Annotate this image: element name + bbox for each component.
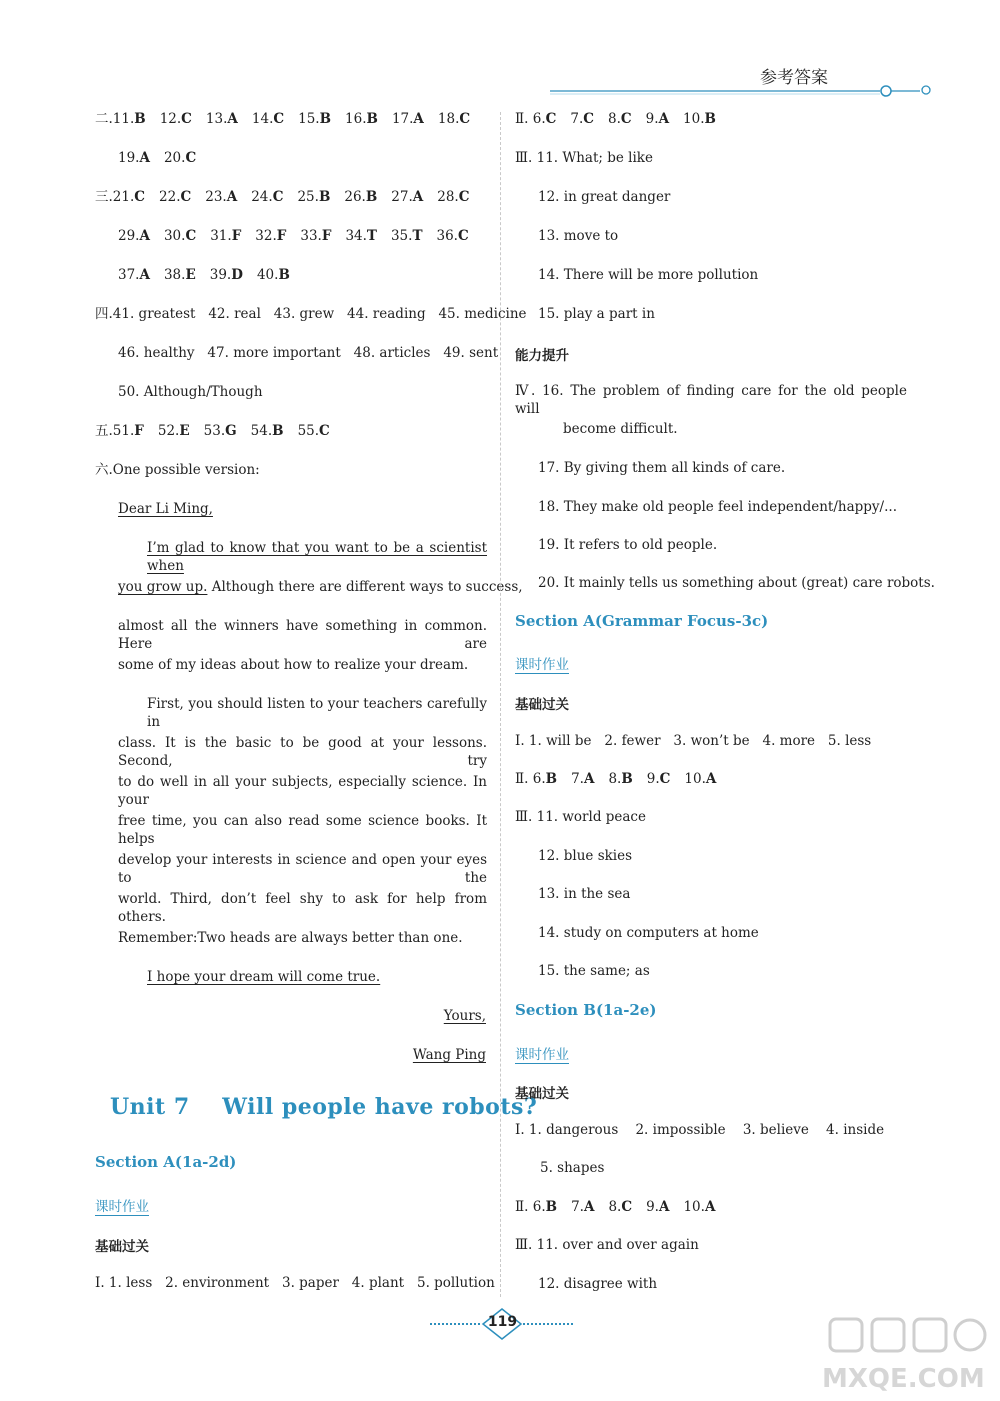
answer-row: 12. blue skies bbox=[538, 848, 633, 864]
letter-line: First, you should listen to your teachers carefully in bbox=[147, 696, 487, 730]
answer-letter: A bbox=[658, 1199, 670, 1215]
answer-letter: B bbox=[704, 111, 716, 127]
homework-label: 课时作业 bbox=[515, 1047, 569, 1063]
answer-row: become difficult. bbox=[563, 421, 678, 437]
question-number: 20. bbox=[163, 150, 186, 166]
answer-letter: C bbox=[659, 771, 671, 787]
section-title: Section A(1a-2d) bbox=[95, 1153, 237, 1171]
page-number: 119 bbox=[487, 1314, 518, 1330]
letter-line: almost all the winners have something in common. Here are bbox=[118, 618, 487, 652]
answer-letter: C bbox=[621, 1199, 633, 1215]
letter-line: world. Third, don’t feel shy to ask for help from others. bbox=[118, 891, 487, 925]
question-number: 33. bbox=[300, 228, 322, 244]
question-number: 37. bbox=[118, 267, 140, 283]
letter-line: develop your interests in science and open your eyes to the bbox=[118, 852, 487, 886]
question-number: 16. bbox=[345, 111, 367, 127]
header-title: 参考答案 bbox=[760, 68, 828, 88]
letter-salutation: Dear Li Ming, bbox=[118, 501, 213, 517]
answer-row-5 bbox=[118, 266, 304, 284]
answer-letter: B bbox=[272, 423, 284, 439]
question-number: 10. bbox=[684, 771, 706, 787]
letter-line bbox=[118, 578, 523, 596]
question-number: 9. bbox=[646, 771, 660, 787]
section-title: Section B(1a-2e) bbox=[515, 1001, 657, 1019]
basic-label: 基础过关 bbox=[95, 1239, 149, 1255]
answer-letter: A bbox=[412, 189, 424, 205]
question-number: 26. bbox=[344, 189, 366, 205]
answer-row-9 bbox=[95, 422, 344, 440]
question-number: 10. bbox=[683, 1199, 705, 1215]
homework-label: 课时作业 bbox=[95, 1199, 149, 1215]
answer-row bbox=[515, 1198, 729, 1216]
answer-row: 15. play a part in bbox=[538, 306, 655, 322]
letter-line: I’m glad to know that you want to be a scientist when bbox=[147, 540, 487, 574]
question-number: 三.21. bbox=[95, 189, 135, 205]
answer-row: 19. It refers to old people. bbox=[538, 537, 718, 553]
answer-letter: B bbox=[545, 1199, 558, 1215]
question-number: 30. bbox=[163, 228, 186, 244]
answer-letter: B bbox=[365, 189, 378, 205]
answer-row: 18. They make old people feel independent/happy/... bbox=[538, 499, 897, 515]
question-number: 31. bbox=[210, 228, 232, 244]
answer-row: Ⅰ. 1. less 2. environment 3. paper 4. plant 5. pollution bbox=[95, 1275, 495, 1291]
answer-row: 13. move to bbox=[538, 228, 619, 244]
answer-letter: B bbox=[545, 771, 558, 787]
answer-row: 12. in great danger bbox=[538, 189, 671, 205]
unit-title: Unit 7 Will people have robots? bbox=[110, 1094, 538, 1120]
letter-line: free time, you can also read some science books. It helps bbox=[118, 813, 487, 847]
answer-letter: G bbox=[225, 423, 237, 439]
question-number: Ⅱ. 6. bbox=[515, 111, 546, 127]
homework-label: 课时作业 bbox=[515, 657, 569, 673]
answer-letter: C bbox=[185, 228, 197, 244]
answer-letter: E bbox=[179, 423, 190, 439]
question-number: 7. bbox=[570, 111, 584, 127]
question-number: 38. bbox=[163, 267, 186, 283]
answer-row-2 bbox=[118, 149, 210, 167]
answer-row-6: 四.41. greatest 42. real 43. grew 44. reading 45. medicine bbox=[95, 306, 527, 322]
question-number: 24. bbox=[251, 189, 273, 205]
answer-letter: T bbox=[366, 228, 377, 244]
question-number: 52. bbox=[157, 423, 180, 439]
answer-letter: C bbox=[272, 189, 284, 205]
answer-letter: B bbox=[278, 267, 290, 283]
answer-row-3 bbox=[95, 188, 483, 206]
question-number: 8. bbox=[608, 111, 621, 127]
answer-row-8: 50. Although/Though bbox=[118, 384, 263, 400]
answer-letter: B bbox=[134, 111, 146, 127]
question-number: 10. bbox=[683, 111, 705, 127]
question-number: 29. bbox=[118, 228, 140, 244]
letter-line: class. It is the basic to be good at your lessons. Second, try bbox=[118, 735, 487, 769]
watermark-logo bbox=[820, 1315, 990, 1395]
answer-letter: C bbox=[185, 150, 197, 166]
column-divider bbox=[500, 112, 501, 1297]
answer-row-1 bbox=[95, 110, 484, 128]
answer-letter: T bbox=[412, 228, 423, 244]
letter-text: Although there are different ways to success, bbox=[207, 579, 523, 595]
answer-letter: C bbox=[458, 189, 470, 205]
basic-label: 基础过关 bbox=[515, 1086, 569, 1102]
answer-row: 13. in the sea bbox=[538, 886, 631, 902]
question-number: 19. bbox=[118, 150, 140, 166]
answer-row: 14. study on computers at home bbox=[538, 925, 759, 941]
watermark-text: MXQE.COM bbox=[822, 1364, 985, 1394]
answer-row: 12. disagree with bbox=[538, 1276, 658, 1292]
answer-letter: F bbox=[321, 228, 332, 244]
question-number: 8. bbox=[608, 771, 622, 787]
question-number: 12. bbox=[159, 111, 182, 127]
answer-letter: A bbox=[139, 150, 150, 166]
answer-letter: A bbox=[139, 267, 150, 283]
answer-row: Ⅰ. 1. dangerous 2. impossible 3. believe 4. inside bbox=[515, 1122, 885, 1138]
question-number: 23. bbox=[205, 189, 227, 205]
answer-row: 15. the same; as bbox=[538, 963, 650, 979]
answer-row bbox=[515, 110, 730, 128]
ability-label: 能力提升 bbox=[515, 348, 569, 364]
answer-letter: C bbox=[459, 111, 471, 127]
answer-letter: B bbox=[366, 111, 378, 127]
letter-line: some of my ideas about how to realize your dream. bbox=[118, 657, 469, 673]
answer-row: 17. By giving them all kinds of care. bbox=[538, 460, 786, 476]
question-number: 54. bbox=[250, 423, 273, 439]
answer-letter: C bbox=[620, 111, 632, 127]
answer-letter: A bbox=[658, 111, 670, 127]
question-number: 28. bbox=[437, 189, 459, 205]
answer-letter: C bbox=[583, 111, 595, 127]
answer-letter: C bbox=[180, 189, 192, 205]
answer-row: Ⅲ. 11. world peace bbox=[515, 809, 646, 825]
answer-letter: C bbox=[181, 111, 192, 127]
answer-row: 20. It mainly tells us something about (great) care robots. bbox=[538, 575, 935, 591]
question-number: 17. bbox=[391, 111, 414, 127]
question-number: 34. bbox=[345, 228, 367, 244]
question-number: 7. bbox=[571, 771, 584, 787]
answer-row-4 bbox=[118, 227, 483, 245]
answer-letter: C bbox=[134, 189, 146, 205]
answer-letter: F bbox=[134, 423, 144, 439]
basic-label: 基础过关 bbox=[515, 697, 569, 713]
answer-letter: C bbox=[545, 111, 557, 127]
answer-letter: A bbox=[583, 1199, 595, 1215]
answer-letter: C bbox=[319, 423, 330, 439]
question-number: 五.51. bbox=[95, 423, 135, 439]
question-number: 7. bbox=[571, 1199, 584, 1215]
question-number: 13. bbox=[205, 111, 228, 127]
header-rule bbox=[550, 84, 950, 98]
question-number: 二.11. bbox=[95, 111, 135, 127]
answer-row-10: 六.One possible version: bbox=[95, 462, 260, 478]
question-number: 55. bbox=[297, 423, 320, 439]
question-number: Ⅱ. 6. bbox=[515, 1199, 546, 1215]
answer-letter: A bbox=[139, 228, 150, 244]
answer-letter: A bbox=[583, 771, 595, 787]
question-number: 8. bbox=[608, 1199, 622, 1215]
answer-letter: B bbox=[319, 111, 332, 127]
question-number: 27. bbox=[391, 189, 413, 205]
answer-row: Ⅳ. 16. The problem of finding care for the old people will bbox=[515, 383, 907, 417]
question-number: 9. bbox=[646, 1199, 659, 1215]
answer-letter: A bbox=[705, 771, 717, 787]
answer-row: 5. shapes bbox=[540, 1160, 605, 1176]
question-number: 15. bbox=[298, 111, 320, 127]
question-number: 14. bbox=[251, 111, 274, 127]
question-number: 32. bbox=[255, 228, 277, 244]
question-number: 53. bbox=[203, 423, 226, 439]
answer-row: Ⅲ. 11. over and over again bbox=[515, 1237, 699, 1253]
question-number: Ⅱ. 6. bbox=[515, 771, 546, 787]
section-title: Section A(Grammar Focus-3c) bbox=[515, 612, 769, 630]
answer-letter: A bbox=[413, 111, 424, 127]
answer-letter: E bbox=[185, 267, 196, 283]
answer-row: 14. There will be more pollution bbox=[538, 267, 759, 283]
letter-underlined: you grow up. bbox=[118, 579, 208, 595]
question-number: 35. bbox=[390, 228, 413, 244]
question-number: 40. bbox=[256, 267, 279, 283]
letter-line: Remember:Two heads are always better than one. bbox=[118, 930, 463, 946]
answer-row: Ⅰ. 1. will be 2. fewer 3. won’t be 4. more 5. less bbox=[515, 733, 872, 749]
letter-closing: I hope your dream will come true. bbox=[147, 969, 381, 985]
answer-letter: B bbox=[318, 189, 331, 205]
question-number: 22. bbox=[159, 189, 181, 205]
answer-letter: A bbox=[226, 189, 238, 205]
letter-yours: Yours, bbox=[443, 1008, 486, 1024]
answer-letter: C bbox=[273, 111, 285, 127]
question-number: 25. bbox=[297, 189, 319, 205]
answer-row-7: 46. healthy 47. more important 48. articles 49. sent bbox=[118, 345, 499, 361]
question-number: 39. bbox=[209, 267, 232, 283]
question-number: 9. bbox=[645, 111, 659, 127]
answer-letter: F bbox=[231, 228, 242, 244]
answer-letter: C bbox=[457, 228, 469, 244]
answer-letter: B bbox=[621, 771, 633, 787]
question-number: 36. bbox=[436, 228, 458, 244]
letter-line: to do well in all your subjects, especially science. In your bbox=[118, 774, 487, 808]
answer-row: Ⅲ. 11. What; be like bbox=[515, 150, 653, 166]
answer-letter: F bbox=[276, 228, 287, 244]
answer-letter: A bbox=[704, 1199, 716, 1215]
answer-letter: D bbox=[231, 267, 243, 283]
answer-row bbox=[515, 770, 730, 788]
answer-letter: A bbox=[227, 111, 238, 127]
letter-signature: Wang Ping bbox=[412, 1047, 486, 1063]
page-number-badge bbox=[430, 1308, 575, 1340]
question-number: 18. bbox=[437, 111, 460, 127]
